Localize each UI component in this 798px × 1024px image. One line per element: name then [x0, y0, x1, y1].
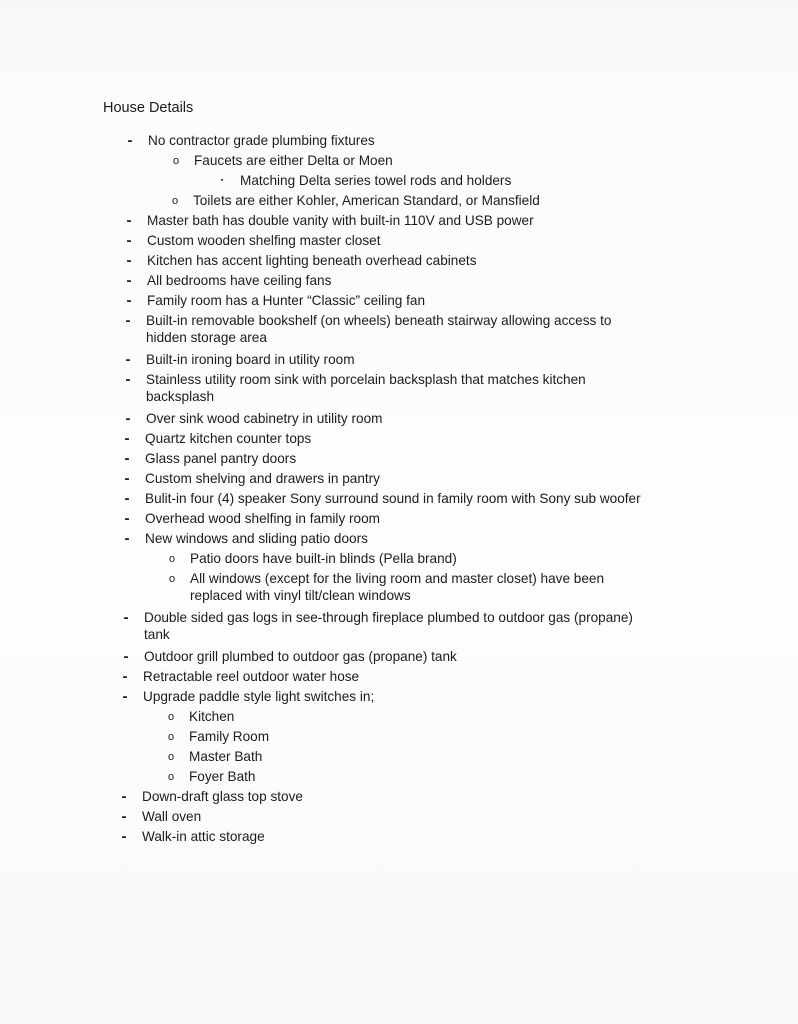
dash-bullet-icon: -: [122, 688, 128, 705]
list-item: Custom shelving and drawers in pantry: [145, 471, 380, 486]
dash-bullet-icon: -: [124, 450, 130, 467]
list-item: Faucets are either Delta or Moen: [194, 153, 393, 168]
dash-bullet-icon: -: [124, 530, 130, 547]
list-item: Down-draft glass top stove: [142, 789, 303, 804]
dash-bullet-icon: -: [124, 490, 130, 507]
circle-bullet-icon: o: [167, 711, 175, 723]
dash-bullet-icon: -: [123, 648, 129, 665]
list-item: Double sided gas logs in see-through fireplace plumbed to outdoor gas (propane): [144, 610, 633, 625]
dash-bullet-icon: -: [127, 132, 133, 149]
dash-bullet-icon: -: [121, 788, 127, 805]
circle-bullet-icon: o: [167, 751, 175, 763]
circle-bullet-icon: o: [167, 731, 175, 743]
list-item: Quartz kitchen counter tops: [145, 431, 312, 446]
circle-bullet-icon: o: [167, 771, 175, 783]
circle-bullet-icon: o: [168, 553, 176, 565]
list-item: Upgrade paddle style light switches in;: [143, 689, 375, 704]
dash-bullet-icon: -: [122, 668, 128, 685]
list-item: Built-in ironing board in utility room: [146, 352, 355, 367]
dash-bullet-icon: -: [125, 371, 131, 388]
list-item: Outdoor grill plumbed to outdoor gas (propane) tank: [144, 649, 457, 664]
list-item: Master bath has double vanity with built-in 110V and USB power: [147, 213, 534, 228]
list-item: Bulit-in four (4) speaker Sony surround sound in family room with Sony sub woofer: [145, 491, 641, 506]
list-item: Walk-in attic storage: [142, 829, 265, 844]
list-item: Foyer Bath: [189, 769, 256, 784]
list-item: Overhead wood shelfing in family room: [145, 511, 380, 526]
circle-bullet-icon: o: [172, 155, 180, 167]
list-item: All windows (except for the living room and master closet) have been: [190, 571, 605, 586]
list-item-continuation: tank: [144, 627, 170, 642]
list-item: Custom wooden shelfing master closet: [147, 233, 381, 248]
dash-bullet-icon: -: [124, 510, 130, 527]
list-item: Family room has a Hunter “Classic” ceiling fan: [147, 293, 426, 308]
dash-bullet-icon: -: [126, 292, 132, 309]
list-item: No contractor grade plumbing fixtures: [148, 133, 375, 148]
circle-bullet-icon: o: [168, 573, 176, 585]
list-item: Glass panel pantry doors: [145, 451, 297, 466]
list-item: Family Room: [189, 729, 270, 744]
dash-bullet-icon: -: [125, 351, 131, 368]
list-item: Retractable reel outdoor water hose: [143, 669, 360, 684]
dash-bullet-icon: -: [123, 609, 129, 626]
list-item: Over sink wood cabinetry in utility room: [146, 411, 383, 426]
dash-bullet-icon: -: [125, 312, 131, 329]
list-item-continuation: hidden storage area: [146, 330, 267, 345]
list-item-continuation: backsplash: [146, 389, 215, 404]
list-item: Wall oven: [142, 809, 202, 824]
list-item: Kitchen: [189, 709, 235, 724]
list-item-continuation: replaced with vinyl tilt/clean windows: [190, 588, 411, 603]
list-item: New windows and sliding patio doors: [145, 531, 368, 546]
list-item: Master Bath: [189, 749, 263, 764]
list-item: Toilets are either Kohler, American Standard, or Mansfield: [193, 193, 540, 208]
dash-bullet-icon: -: [124, 470, 130, 487]
dash-bullet-icon: -: [125, 410, 131, 427]
circle-bullet-icon: o: [171, 195, 179, 207]
list-item: Built-in removable bookshelf (on wheels) beneath stairway allowing access to: [146, 313, 612, 328]
dash-bullet-icon: -: [126, 232, 132, 249]
dash-bullet-icon: -: [126, 272, 132, 289]
list-item: Kitchen has accent lighting beneath overhead cabinets: [147, 253, 477, 268]
dash-bullet-icon: -: [121, 828, 127, 845]
list-item: Matching Delta series towel rods and holders: [240, 173, 512, 188]
list-item: All bedrooms have ceiling fans: [147, 273, 332, 288]
list-item: Patio doors have built-in blinds (Pella brand): [190, 551, 457, 566]
square-bullet-icon: ▪: [220, 177, 224, 184]
dash-bullet-icon: -: [121, 808, 127, 825]
dash-bullet-icon: -: [124, 430, 130, 447]
dash-bullet-icon: -: [126, 212, 132, 229]
document-title: House Details: [103, 100, 194, 116]
dash-bullet-icon: -: [126, 252, 132, 269]
list-item: Stainless utility room sink with porcelain backsplash that matches kitchen: [146, 372, 586, 387]
